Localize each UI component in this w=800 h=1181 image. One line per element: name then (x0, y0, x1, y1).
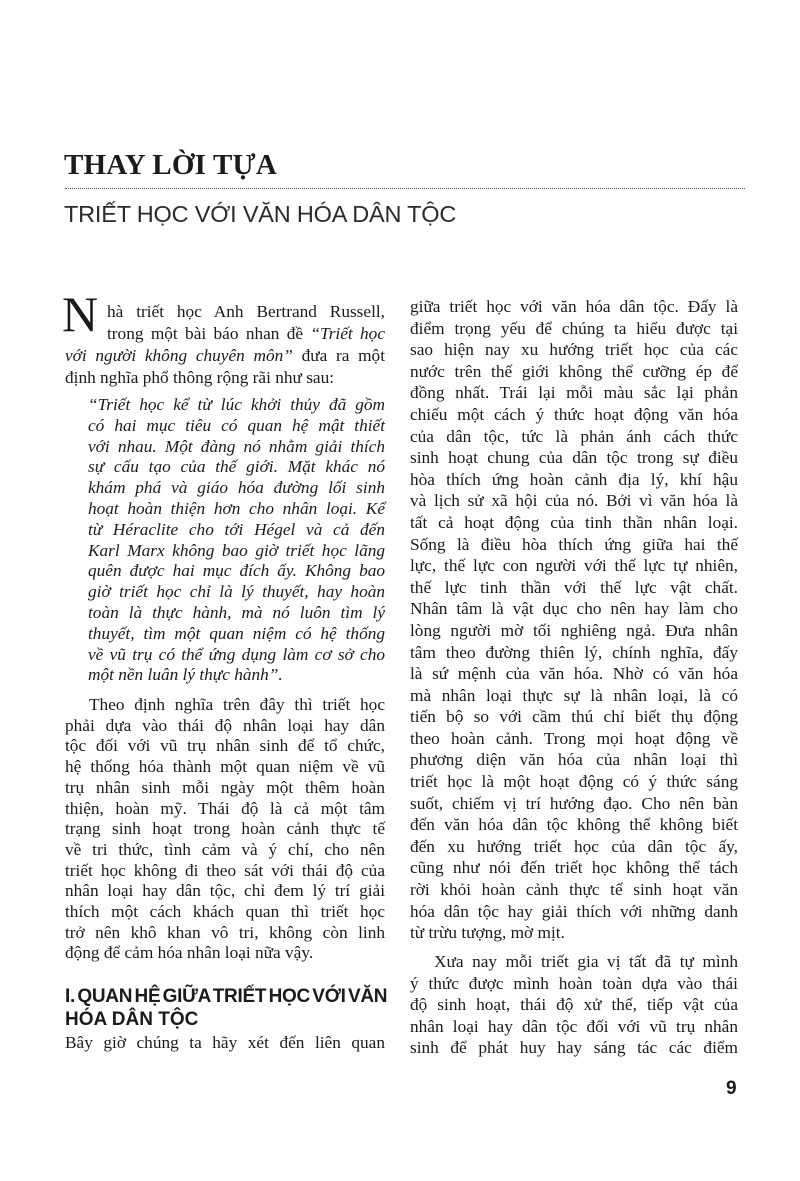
text-segment: định nghĩa phổ thông rộng rãi như sau: (65, 368, 335, 387)
text-line: giờ triết học chỉ là lý thuyết, hay hoàn (88, 582, 385, 602)
text-line: rời khỏi hoàn cảnh thực tế sinh hoạt văn (410, 880, 738, 900)
text-line: sinh hoạt chung của dân tộc trong sự điều (410, 448, 738, 468)
text-line: với nhau. Một đàng nó nhằm giải thích (88, 436, 385, 456)
text-line: từ trừu tượng, mờ mịt. (410, 923, 565, 943)
text-line: triết học không đi theo sát với thái độ của (65, 860, 385, 880)
text-line: tộc đối với vũ trụ nhân sinh để tổ chức, (65, 736, 385, 756)
text-line: HÓA DÂN TỘC (65, 1009, 199, 1030)
text-line: mà nhân loại thực sự là nhân loại, là có (410, 685, 738, 705)
text-line: từ Héraclite cho tới Hégel và cả đến (88, 519, 385, 539)
text-line: quên được hai mục đích ấy. Không bao (88, 561, 385, 581)
text-line: hóa dân tộc hay giải thích với những danh (410, 901, 738, 921)
text-line: suốt, chiếm vị trí hướng đạo. Cho nên bàn (410, 793, 738, 813)
text-line: sao hiện nay xu hướng triết học của các (410, 340, 738, 360)
text-line: lực, thế lực con người với thế lực tự nhiên, (410, 556, 738, 576)
text-line: chiếu một cách ý thức hoạt động văn hóa (410, 404, 738, 424)
text-line: Karl Marx không bao giờ triết học lãng (88, 540, 385, 560)
text-line (65, 301, 385, 323)
page-number: 9 (726, 1078, 737, 1099)
text-line: đến văn hóa dân tộc không thể không biết (410, 815, 738, 835)
section-paragraph-start (65, 1032, 385, 1054)
text-line: Nhân tâm là vật dục cho nên hay làm cho (410, 599, 738, 619)
text-line: I. QUAN HỆ GIỮA TRIẾT HỌC VỚI VĂN (65, 986, 388, 1007)
text-line: đến xu hướng triết học của dân tộc ấy, (410, 836, 738, 856)
text-line: trụ nhân sinh mỗi ngày một thêm hoàn (65, 777, 385, 797)
dotted-divider (65, 188, 745, 189)
text-line: có hai mục tiêu có quan hệ mật thiết (88, 415, 385, 435)
text-line: hòa thích ứng hoàn cảnh địa lý, khí hậu (410, 469, 738, 489)
drop-cap: N (62, 286, 99, 342)
text-line: theo hoàn cảnh. Trong mọi hoạt động về (410, 728, 738, 748)
text-line: tất cả hoạt động của tinh thần nhân loại. (410, 512, 738, 532)
text-line: Xưa nay mỗi triết gia vị tất đã tự mình (434, 952, 738, 971)
italic-text: với người không chuyên môn” (65, 346, 293, 365)
text-line: trạng sinh hoạt trong hoàn cảnh thực tế (65, 819, 385, 839)
text-line: hoạt hoàn thiện hơn cho nhân loại. Kể (88, 498, 385, 518)
text-line: thiện, hoàn mỹ. Thái độ là cả một tâm (65, 798, 385, 818)
text-line: tâm theo đường thiên lý, chính nghĩa, đấy (410, 642, 738, 662)
body-paragraph (65, 695, 385, 964)
text-line: phải dựa vào thái độ nhân loại hay dân (65, 715, 385, 735)
text-line: độ sinh hoạt, thái độ xử thế, tiếp vật của (410, 995, 738, 1015)
text-line (65, 345, 385, 367)
quote-paragraph (88, 395, 385, 686)
right-paragraph-1 (410, 296, 738, 944)
text-line (65, 367, 385, 389)
text-line (65, 323, 385, 345)
text-line: toàn là thực hành, mà nó luôn tìm lý (88, 602, 385, 622)
text-line: Sống là điều hòa thích ứng giữa hai thế (410, 534, 738, 554)
text-line: điểm trọng yếu để chúng ta hiểu được tại (410, 318, 738, 338)
text-line: ý thức được mình hoàn toàn dựa vào thái (410, 973, 738, 993)
text-line: động để cảm hóa nhân loại nữa vậy. (65, 943, 314, 963)
text-line: thế lực tinh thần với thế lực vật chất. (410, 577, 738, 597)
text-line: Bây giờ chúng ta hãy xét đến liên quan (65, 1033, 385, 1052)
text-line: sinh để phát huy hay sáng tác các điểm (410, 1038, 738, 1058)
text-line: “Triết học kể từ lúc khởi thủy đã gồm (88, 395, 385, 414)
text-line: giữa triết học với văn hóa dân tộc. Đấy là (410, 297, 738, 316)
text-line: lòng người mờ tối nghiêng ngả. Đưa nhân (410, 620, 738, 640)
text-segment: đưa ra một (292, 346, 385, 365)
text-line: về vũ trụ có thể ứng dụng làm cơ sở cho (88, 644, 385, 664)
text-line: về tri thức, tình cảm và ý chí, cho nên (65, 839, 385, 859)
right-paragraph-2 (410, 951, 738, 1059)
italic-text: “Triết học (310, 324, 385, 343)
intro-paragraph (65, 301, 385, 389)
text-line: một nền luân lý thực hành”. (88, 665, 283, 685)
text-line: cũng như nói đến triết học không thể tách (410, 858, 738, 878)
text-line: sự cấu tạo của thế giới. Mặt khác nó (88, 457, 385, 477)
text-line: là sứ mệnh của văn hóa. Nhờ có văn hóa (410, 664, 738, 684)
text-line: thuyết, tìm một quan niệm có hệ thống (88, 623, 385, 643)
text-line: phương diện văn hóa của nhân loại thì (410, 750, 738, 770)
text-line: trở nên khô khan vô tri, không còn linh (65, 922, 385, 942)
section-heading (65, 985, 387, 1031)
page-subtitle: TRIẾT HỌC VỚI VĂN HÓA DÂN TỘC (64, 201, 457, 227)
text-line: và lịch sử xã hội của nó. Bởi vì văn hóa là (410, 491, 738, 511)
page-title: THAY LỜI TỰA (64, 149, 277, 181)
text-line: đồng nhất. Trái lại mỗi màu sắc lại phản (410, 383, 738, 403)
text-line: Theo định nghĩa trên đây thì triết học (89, 695, 385, 714)
text-line: hệ thống hóa thành một quan niệm về vũ (65, 757, 385, 777)
text-line: triết học là một hoạt động có ý thức sáng (410, 772, 738, 792)
text-line: của dân tộc, tức là phản ánh cách thức (410, 426, 738, 446)
text-line: nhân loại hay dân tộc đối với vũ trụ nhân (410, 1016, 738, 1036)
text-line: nhân loại hay dân tộc, chỉ đem lý trí giải (65, 881, 385, 901)
text-line: khám phá và giáo hóa đường lối sinh (88, 478, 385, 498)
text-line: thích một cách khách quan thì triết học (65, 902, 385, 922)
text-segment: trong một bài báo nhan đề (107, 324, 311, 343)
text-line: tiến bộ so với cầm thú chỉ biết thụ động (410, 707, 738, 727)
text-segment: hà triết học Anh Bertrand Russell, (107, 302, 385, 321)
text-line: nước trên thế giới không thể cưỡng ép để (410, 361, 738, 381)
